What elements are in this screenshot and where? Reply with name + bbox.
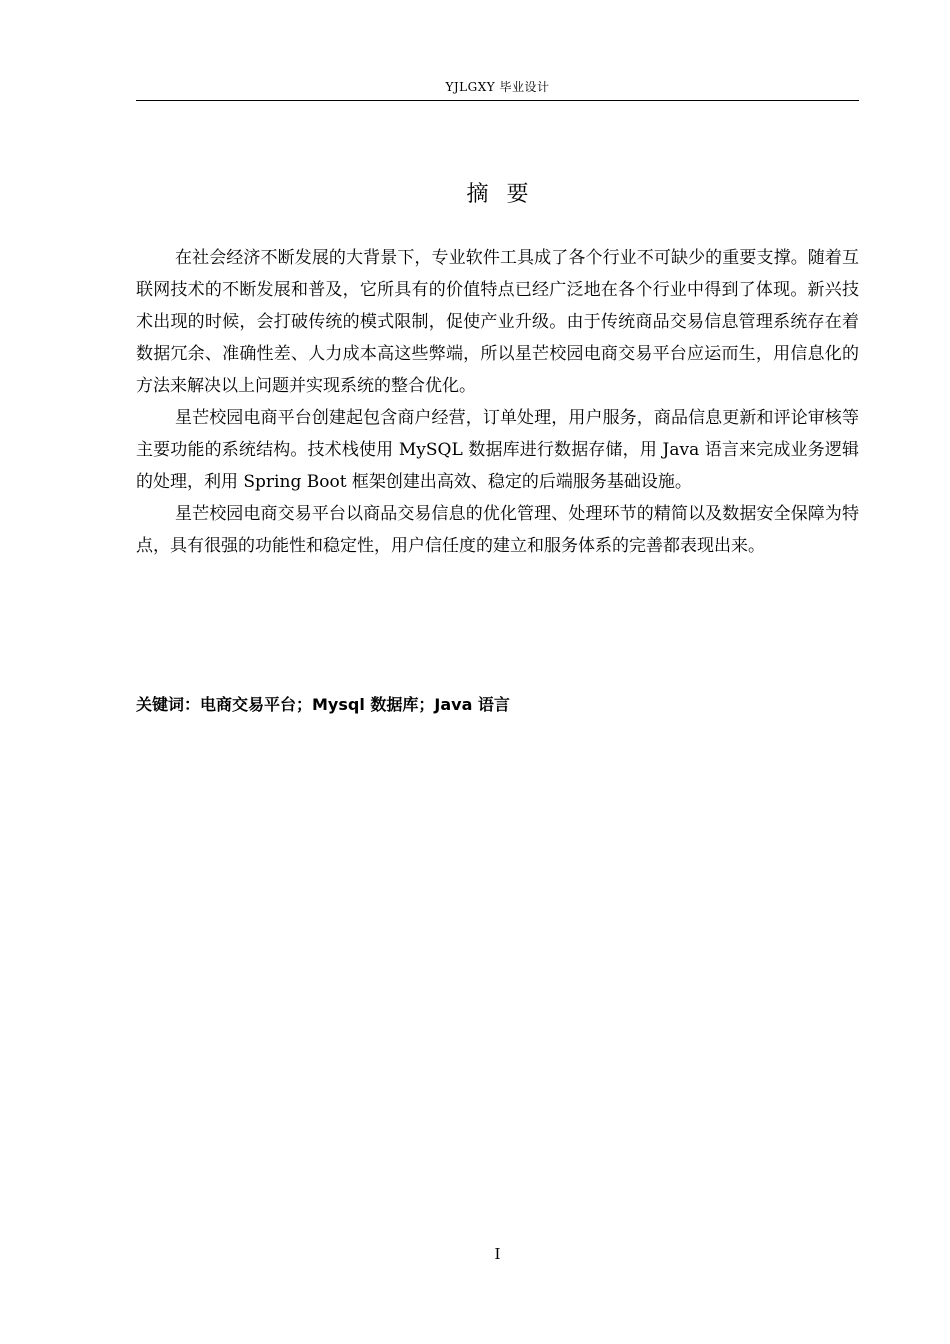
- abstract-body: [136, 242, 859, 562]
- abstract-paragraph-3: 星芒校园电商交易平台以商品交易信息的优化管理、处理环节的精简以及数据安全保障为特点，具有很强的功能性和稳定性，用户信任度的建立和服务体系的完善都表现出来。: [136, 504, 859, 556]
- abstract-paragraph-1: 在社会经济不断发展的大背景下，专业软件工具成了各个行业不可缺少的重要支撑。随着互联网技术的不断发展和普及，它所具有的价值特点已经广泛地在各个行业中得到了体现。新兴技术出现的时候，会打破传统的模式限制，促使产业升级。由于传统商品交易信息管理系统存在着数据冗余、准确性差、人力成本高这些弊端，所以星芒校园电商交易平台应运而生，用信息化的方法来解决以上问题并实现系统的整合优化。: [136, 248, 859, 396]
- running-header: YJLGXY 毕业设计: [445, 80, 550, 94]
- abstract-paragraph-2: 星芒校园电商平台创建起包含商户经营，订单处理，用户服务，商品信息更新和评论审核等主要功能的系统结构。技术栈使用 MySQL 数据库进行数据存储，用 Java 语言来完成业务逻辑的处理，利用 Spring Boot 框架创建出高效、稳定的后端服务基础设施。: [136, 408, 859, 492]
- header-divider: [136, 100, 859, 101]
- keywords-line: 关键词：电商交易平台；Mysql 数据库；Java 语言: [136, 695, 510, 714]
- abstract-title: 摘要: [466, 182, 547, 207]
- page-number: I: [494, 1245, 501, 1263]
